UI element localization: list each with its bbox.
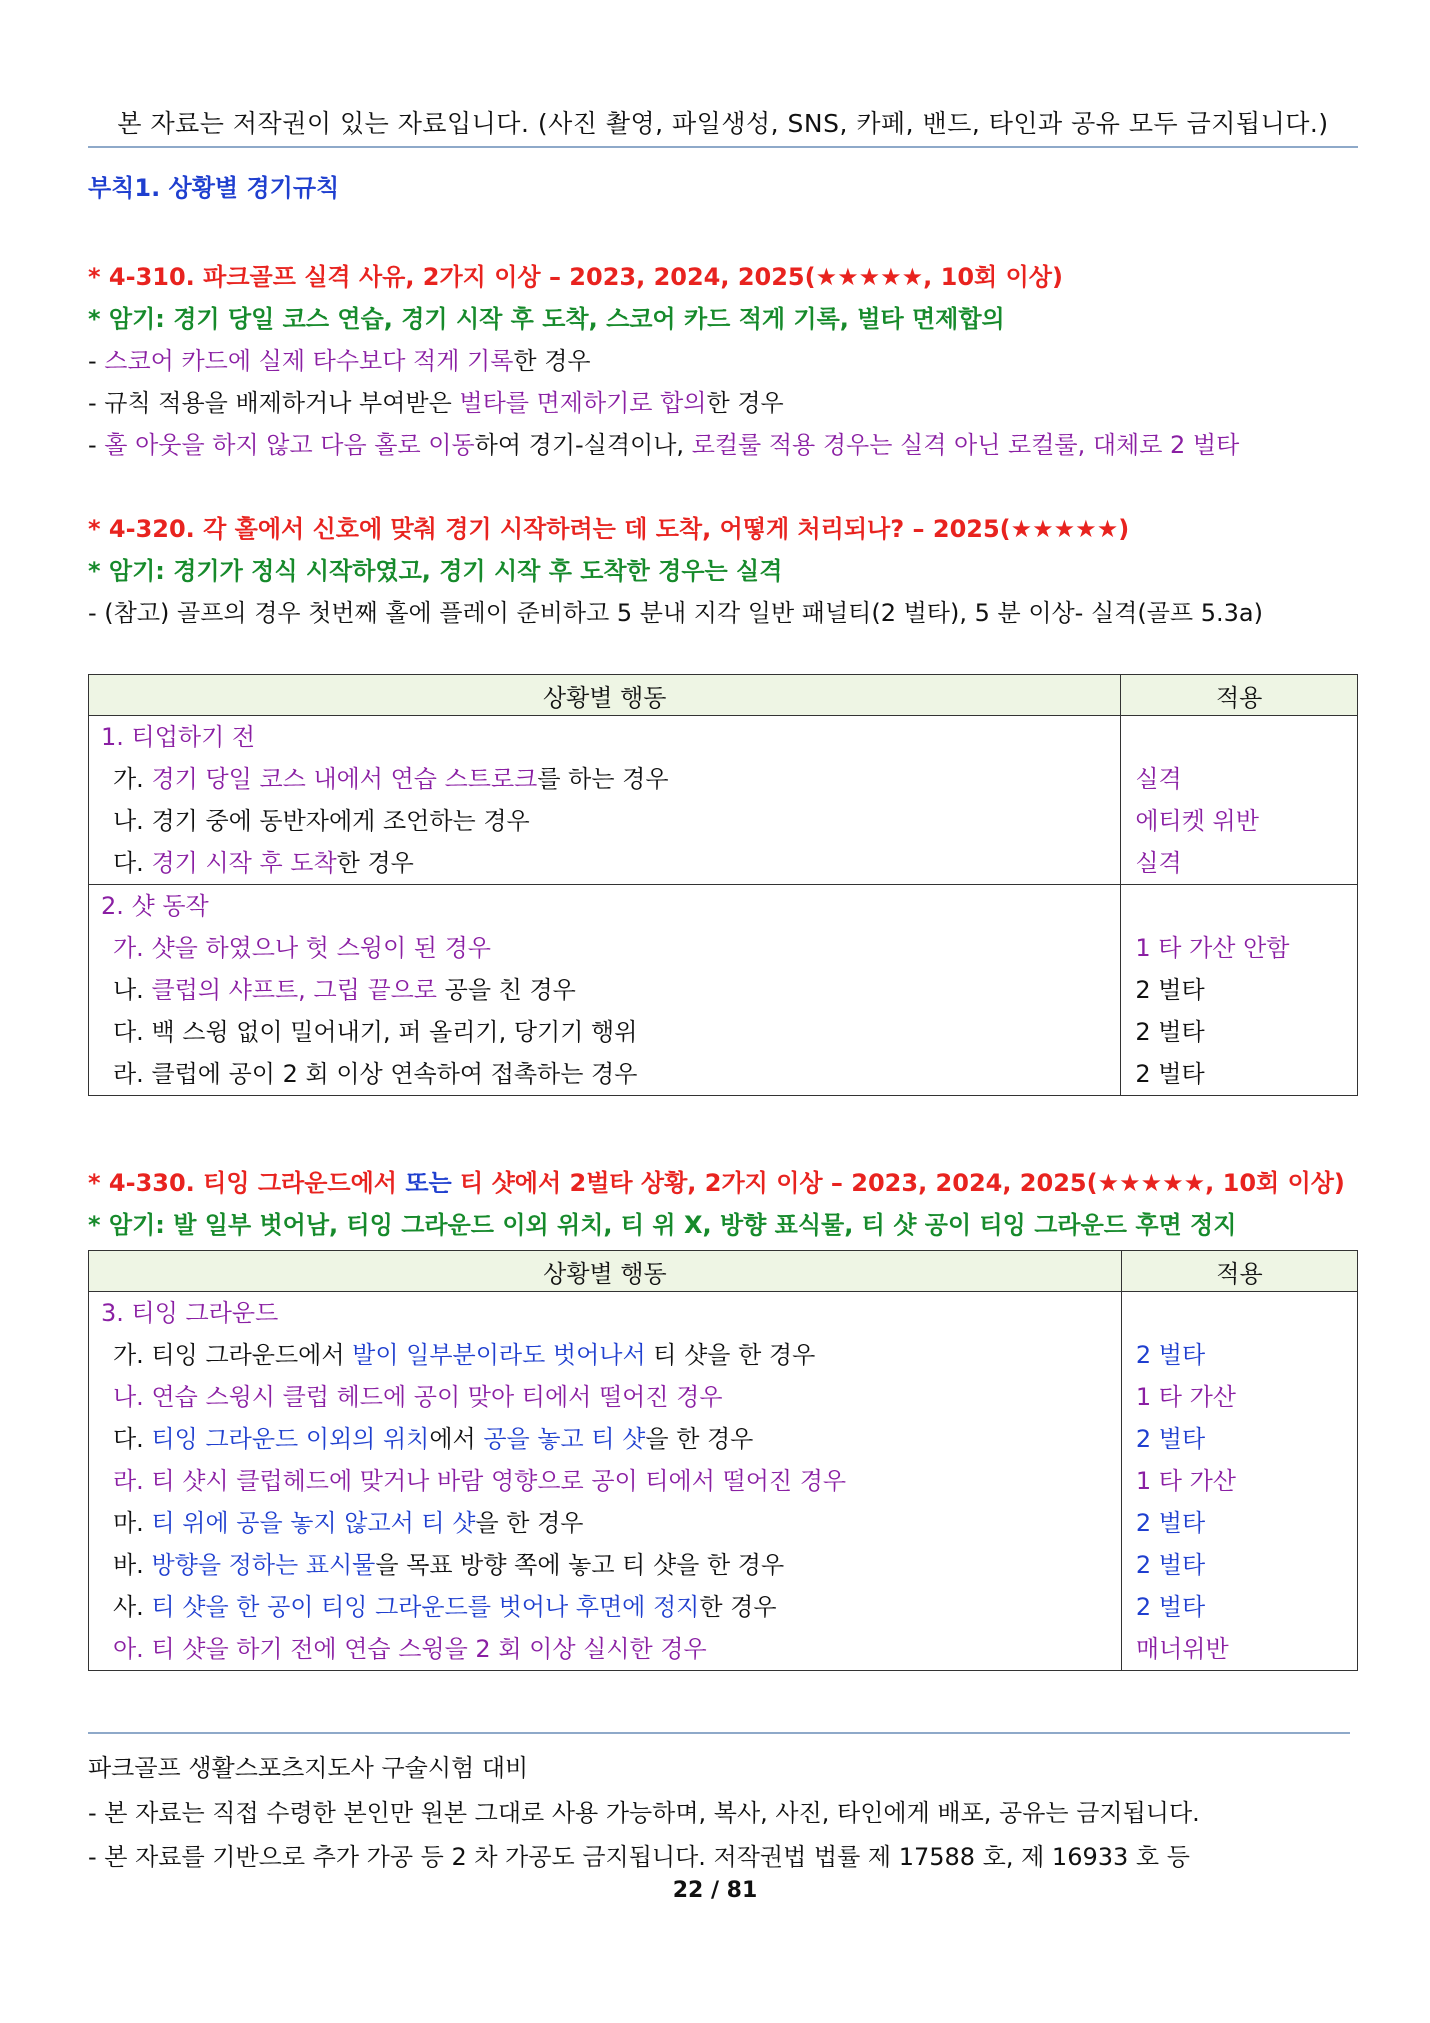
table1-group1-title: 1. 티업하기 전	[101, 723, 256, 751]
table-row: 다. 백 스윙 없이 밀어내기, 퍼 올리기, 당기기 행위	[113, 1018, 638, 1046]
footer-title: 파크골프 생활스포츠지도사 구술시험 대비	[88, 1754, 529, 1782]
q310-title: * 4-310. 파크골프 실격 사유, 2가지 이상 – 2023, 2024, 2025(★★★★★, 10회 이상)	[88, 263, 1063, 291]
table1-group2-actions	[89, 885, 1121, 1096]
section-title: 부칙1. 상황별 경기규칙	[88, 174, 340, 202]
table2-values	[1121, 1292, 1357, 1671]
table1-head-apply: 적용	[1121, 675, 1358, 716]
rules-table-1	[88, 674, 1358, 1096]
table-cell-value: 2 벌타	[1135, 1341, 1206, 1369]
table1-group2-title: 2. 샷 동작	[101, 892, 209, 920]
rules-table-2	[88, 1250, 1358, 1671]
q310-memo: * 암기: 경기 당일 코스 연습, 경기 시작 후 도착, 스코어 카드 적게 기록, 벌타 면제합의	[88, 305, 1005, 333]
table-cell-value: 매너위반	[1135, 1635, 1229, 1663]
table-row: 다. 경기 시작 후 도착한 경우	[113, 849, 414, 877]
q330-title: * 4-330. 티잉 그라운드에서 또는 티 샷에서 2벌타 상황, 2가지 이상 – 2023, 2024, 2025(★★★★★, 10회 이상)	[88, 1169, 1345, 1197]
table-cell-value: 실격	[1135, 849, 1182, 877]
table-cell-value: 2 벌타	[1135, 1509, 1206, 1537]
table-row: 가. 경기 당일 코스 내에서 연습 스트로크를 하는 경우	[113, 765, 669, 793]
table-cell-value: 2 벌타	[1135, 1018, 1205, 1046]
table-row: 나. 클럽의 샤프트, 그립 끝으로 공을 친 경우	[113, 976, 576, 1004]
q310-line1: - 스코어 카드에 실제 타수보다 적게 기록한 경우	[88, 347, 591, 375]
table-row: 사. 티 샷을 한 공이 티잉 그라운드를 벗어나 후면에 정지한 경우	[113, 1593, 777, 1621]
q320-note: - (참고) 골프의 경우 첫번째 홀에 플레이 준비하고 5 분내 지각 일반 패널티(2 벌타), 5 분 이상- 실격(골프 5.3a)	[88, 599, 1263, 627]
table-cell-value: 실격	[1135, 765, 1182, 793]
table-cell-value: 1 타 가산	[1135, 1467, 1236, 1495]
table2-head-apply: 적용	[1121, 1251, 1357, 1292]
table-row: 나. 경기 중에 동반자에게 조언하는 경우	[113, 807, 530, 835]
table1-group1-values	[1121, 716, 1358, 885]
table-cell-value: 2 벌타	[1135, 1425, 1206, 1453]
copyright-header: 본 자료는 저작권이 있는 자료입니다. (사진 촬영, 파일생성, SNS, 카페, 밴드, 타인과 공유 모두 금지됩니다.)	[117, 109, 1329, 138]
table1-group2-values	[1121, 885, 1358, 1096]
q330-memo: * 암기: 발 일부 벗어남, 티잉 그라운드 이외 위치, 티 위 X, 방향 표식물, 티 샷 공이 티잉 그라운드 후면 정지	[88, 1211, 1237, 1239]
table-row: 아. 티 샷을 하기 전에 연습 스윙을 2 회 이상 실시한 경우	[113, 1635, 707, 1663]
table1-head-action: 상황별 행동	[89, 675, 1121, 716]
footer-divider	[88, 1732, 1350, 1734]
table-row: 다. 티잉 그라운드 이외의 위치에서 공을 놓고 티 샷을 한 경우	[113, 1425, 754, 1453]
table-cell-value: 2 벌타	[1135, 976, 1205, 1004]
table-row: 마. 티 위에 공을 놓지 않고서 티 샷을 한 경우	[113, 1509, 584, 1537]
table-row: 가. 샷을 하였으나 헛 스윙이 된 경우	[113, 934, 491, 962]
footer-notice-2: - 본 자료를 기반으로 추가 가공 등 2 차 가공도 금지됩니다. 저작권법 법률 제 17588 호, 제 16933 호 등	[88, 1843, 1190, 1871]
table-cell-value: 2 벌타	[1135, 1551, 1206, 1579]
table-row: 가. 티잉 그라운드에서 발이 일부분이라도 벗어나서 티 샷을 한 경우	[113, 1341, 816, 1369]
table-cell-value: 2 벌타	[1135, 1593, 1206, 1621]
table1-group1-actions	[89, 716, 1121, 885]
q310-line2: - 규칙 적용을 배제하거나 부여받은 벌타를 면제하기로 합의한 경우	[88, 389, 784, 417]
q310-line3: - 홀 아웃을 하지 않고 다음 홀로 이동하여 경기-실격이나, 로컬룰 적용 경우는 실격 아닌 로컬룰, 대체로 2 벌타	[88, 431, 1240, 459]
table-cell-value: 에티켓 위반	[1135, 807, 1259, 835]
q320-memo: * 암기: 경기가 정식 시작하였고, 경기 시작 후 도착한 경우는 실격	[88, 557, 783, 585]
table2-actions	[89, 1292, 1122, 1671]
table2-head-action: 상황별 행동	[89, 1251, 1122, 1292]
table-row: 나. 연습 스윙시 클럽 헤드에 공이 맞아 티에서 떨어진 경우	[113, 1383, 723, 1411]
q320-title: * 4-320. 각 홀에서 신호에 맞춰 경기 시작하려는 데 도착, 어떻게 처리되나? – 2025(★★★★★)	[88, 515, 1130, 543]
table-cell-value: 1 타 가산	[1135, 1383, 1236, 1411]
table-cell-value: 2 벌타	[1135, 1060, 1205, 1088]
header-divider	[88, 146, 1358, 148]
table-row: 라. 클럽에 공이 2 회 이상 연속하여 접촉하는 경우	[113, 1060, 638, 1088]
table-row: 바. 방향을 정하는 표시물을 목표 방향 쪽에 놓고 티 샷을 한 경우	[113, 1551, 785, 1579]
footer-notice-1: - 본 자료는 직접 수령한 본인만 원본 그대로 사용 가능하며, 복사, 사진, 타인에게 배포, 공유는 금지됩니다.	[88, 1799, 1200, 1827]
table2-group-title: 3. 티잉 그라운드	[101, 1299, 279, 1327]
table-cell-value: 1 타 가산 안함	[1135, 934, 1290, 962]
table-row: 라. 티 샷시 클럽헤드에 맞거나 바람 영향으로 공이 티에서 떨어진 경우	[113, 1467, 847, 1495]
page-number: 22 / 81	[672, 1878, 758, 1903]
